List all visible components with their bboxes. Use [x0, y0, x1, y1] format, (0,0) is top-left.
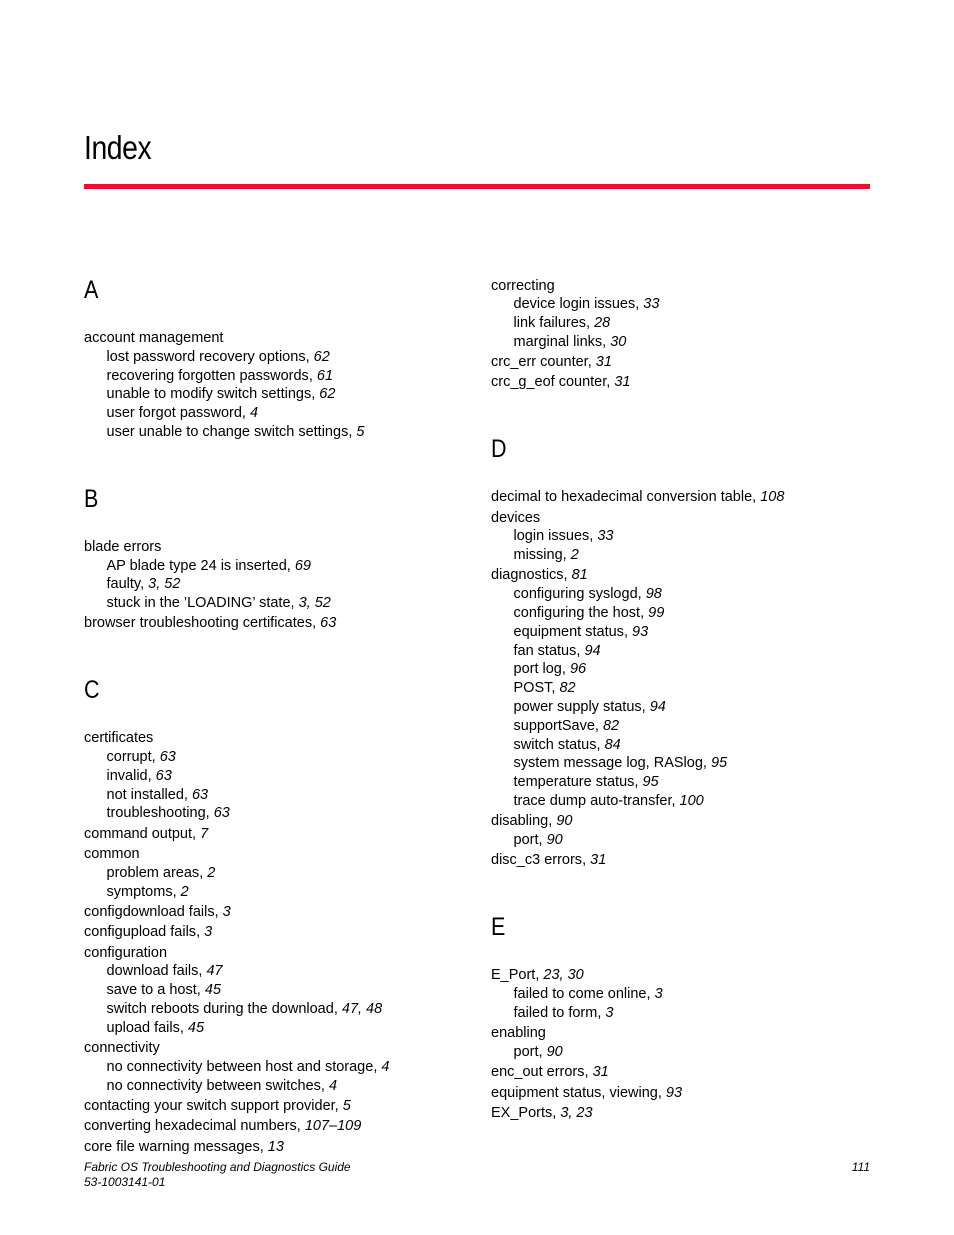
entry-term: unable to modify switch settings: [106, 386, 312, 403]
entry-separator: ,: [286, 557, 295, 574]
index-subentry: [491, 527, 881, 546]
entry-term: invalid: [106, 767, 148, 784]
index-subentry: [491, 1004, 881, 1023]
entry-page-ref[interactable]: 30: [610, 333, 627, 350]
index-subentry: [84, 1000, 474, 1019]
entry-separator: ,: [196, 924, 205, 941]
entry-term: EX_Ports: [491, 1104, 553, 1121]
index-entry: [84, 538, 474, 557]
entry-separator: ,: [587, 354, 596, 371]
entry-page-ref[interactable]: 7: [200, 825, 209, 842]
entry-term: command output: [84, 825, 193, 842]
index-subentry: [491, 985, 881, 1004]
entry-term: download fails: [106, 963, 199, 980]
entry-separator: ,: [296, 1118, 305, 1135]
entry-separator: ,: [602, 333, 611, 350]
entry-page-ref[interactable]: 31: [590, 852, 607, 869]
entry-term: switch status: [513, 736, 597, 753]
entry-page-ref[interactable]: 33: [597, 528, 614, 545]
entry-separator: ,: [290, 595, 299, 612]
index-subentry: [491, 717, 881, 736]
entry-separator: ,: [597, 1004, 606, 1021]
entry-page-ref[interactable]: 3: [222, 903, 231, 920]
entry-separator: ,: [205, 805, 214, 822]
entry-term: temperature status: [513, 774, 635, 791]
index-subentry: [491, 295, 881, 314]
index-subentry: [84, 594, 474, 613]
entry-separator: ,: [552, 1104, 561, 1121]
index-entry: [84, 1117, 474, 1136]
entry-term: missing: [513, 547, 563, 564]
entry-term: no connectivity between switches: [106, 1077, 321, 1094]
entry-term: trace dump auto-transfer: [513, 793, 672, 810]
index-entry: [84, 1097, 474, 1116]
entry-page-ref[interactable]: 63: [213, 805, 230, 822]
entry-page-ref[interactable]: 47, 48: [341, 1000, 383, 1017]
entry-term: fan status: [513, 642, 577, 659]
footer-page-number: 111: [851, 1160, 870, 1174]
entry-term: crc_g_eof counter: [491, 374, 607, 391]
entry-page-ref[interactable]: 90: [546, 832, 563, 849]
index-subentry: [84, 981, 474, 1000]
footer-doc-title: Fabric OS Troubleshooting and Diagnostics Guide: [84, 1160, 351, 1174]
entry-term: lost password recovery options: [106, 348, 306, 365]
index-subentry: [84, 864, 474, 883]
entry-page-ref[interactable]: 82: [602, 717, 620, 734]
section-letter: A: [84, 276, 99, 304]
index-entry: [491, 509, 881, 528]
entry-separator: ,: [305, 348, 314, 365]
entry-term: power supply status: [513, 699, 642, 716]
index-entry: [491, 1024, 881, 1043]
entry-page-ref[interactable]: 4: [249, 405, 259, 422]
entry-separator: ,: [584, 1064, 593, 1081]
entry-separator: ,: [538, 1043, 547, 1060]
entry-term: disc_c3 errors: [491, 852, 583, 869]
entry-term: disabling: [491, 813, 549, 830]
index-entry: [491, 488, 881, 507]
entry-separator: ,: [548, 813, 557, 830]
entry-term: port log: [513, 661, 562, 678]
entry-term: browser troubleshooting certificates: [84, 615, 313, 632]
entry-separator: ,: [576, 642, 585, 659]
entry-term: enc_out errors: [491, 1064, 585, 1081]
entry-page-ref[interactable]: 63: [320, 615, 337, 632]
entry-separator: ,: [199, 864, 208, 881]
index-section: [491, 277, 881, 393]
section-letter: E: [491, 913, 506, 942]
entry-term: account management: [84, 330, 224, 346]
entry-separator: ,: [241, 405, 250, 422]
index-entry: [84, 923, 474, 942]
entry-separator: ,: [561, 661, 570, 678]
entry-page-ref[interactable]: 3, 52: [298, 595, 331, 612]
entry-term: equipment status: [513, 623, 624, 640]
entry-term: recovering forgotten passwords: [106, 367, 309, 384]
index-subentry: [84, 557, 474, 576]
entry-term: link failures: [513, 315, 587, 332]
entry-separator: ,: [312, 615, 321, 632]
index-subentry: [84, 767, 474, 786]
entry-separator: ,: [637, 586, 646, 603]
index-subentry: [491, 314, 881, 333]
index-subentry: [491, 773, 881, 792]
entry-term: AP blade type 24 is inserted: [106, 557, 287, 574]
entry-term: correcting: [491, 277, 555, 294]
index-entry: [84, 1138, 474, 1157]
entry-term: common: [84, 846, 140, 863]
entry-term: blade errors: [84, 538, 162, 555]
entry-separator: ,: [308, 367, 317, 384]
index-subentry: [491, 604, 881, 623]
entry-page-ref[interactable]: 31: [595, 354, 612, 371]
entry-term: supportSave: [513, 717, 595, 734]
entry-separator: ,: [214, 903, 223, 920]
section-letter: C: [84, 676, 100, 705]
entry-separator: ,: [373, 1058, 382, 1075]
index-subentry: [84, 1019, 474, 1038]
entry-separator: ,: [657, 1084, 666, 1101]
entry-separator: ,: [634, 774, 643, 791]
entry-page-ref[interactable]: 45: [187, 1019, 205, 1036]
entry-term: configuring the host: [513, 605, 641, 622]
index-subentry: [84, 962, 474, 981]
entry-separator: ,: [198, 963, 207, 980]
entry-term: devices: [491, 509, 541, 526]
index-subentry: [84, 385, 474, 404]
index-section: [84, 275, 474, 442]
index-column-right: [491, 275, 881, 1165]
title-rule: [84, 184, 870, 189]
entry-term: converting hexadecimal numbers: [84, 1118, 297, 1135]
index-entry: [84, 729, 474, 748]
index-subentry: [491, 792, 881, 811]
index-subentry: [491, 679, 881, 698]
index-subentry: [84, 348, 474, 367]
entry-term: configdownload fails: [84, 903, 215, 920]
entry-term: configuration: [84, 944, 168, 961]
index-subentry: [491, 831, 881, 850]
index-subentry: [491, 642, 881, 661]
entry-page-ref[interactable]: 62: [319, 386, 336, 403]
index-entry: [491, 966, 881, 985]
entry-separator: ,: [635, 296, 644, 313]
entry-term: contacting your switch support provider: [84, 1097, 335, 1114]
entry-page-ref[interactable]: 100: [679, 793, 704, 810]
entry-separator: ,: [671, 793, 680, 810]
entry-page-ref[interactable]: 31: [592, 1064, 609, 1081]
index-section: [84, 675, 474, 1156]
index-subentry: [491, 1043, 881, 1062]
entry-term: core file warning messages: [84, 1138, 260, 1155]
entry-term: connectivity: [84, 1040, 160, 1057]
entry-page-ref[interactable]: 33: [643, 296, 660, 313]
entry-page-ref[interactable]: 3, 52: [148, 576, 181, 593]
index-subentry: [491, 546, 881, 565]
entry-term: diagnostics: [491, 567, 564, 584]
page-title: Index: [84, 129, 152, 166]
entry-term: certificates: [84, 730, 154, 747]
entry-page-ref[interactable]: 82: [559, 680, 576, 697]
entry-page-ref[interactable]: 81: [571, 567, 588, 584]
index-subentry: [84, 1077, 474, 1096]
entry-separator: ,: [606, 374, 615, 391]
entry-separator: ,: [752, 489, 761, 506]
entry-page-ref[interactable]: 69: [294, 557, 311, 574]
index-subentry: [84, 367, 474, 386]
entry-term: problem areas: [106, 864, 200, 881]
entry-separator: ,: [563, 567, 572, 584]
footer-document-info: [84, 1160, 351, 1190]
entry-term: save to a host: [106, 982, 197, 999]
index-entry: [491, 851, 881, 870]
entry-term: equipment status, viewing: [491, 1084, 658, 1101]
entry-term: decimal to hexadecimal conversion table: [491, 489, 753, 506]
index-subentry: [491, 698, 881, 717]
entry-term: no connectivity between host and storage: [106, 1058, 374, 1075]
entry-term: port: [513, 832, 539, 849]
entry-separator: ,: [172, 883, 181, 900]
index-entry: [84, 944, 474, 963]
entry-page-ref[interactable]: 95: [642, 774, 659, 791]
index-entry: [84, 903, 474, 922]
index-subentry: [84, 423, 474, 442]
entry-separator: ,: [334, 1097, 343, 1114]
index-subentry: [84, 575, 474, 594]
entry-term: system message log, RASlog: [513, 755, 703, 772]
entry-separator: ,: [320, 1077, 329, 1094]
entry-page-ref[interactable]: 90: [556, 813, 573, 830]
index-subentry: [491, 585, 881, 604]
entry-separator: ,: [140, 576, 149, 593]
entry-page-ref[interactable]: 94: [649, 699, 666, 716]
index-entry: [491, 277, 881, 296]
entry-separator: ,: [562, 547, 571, 564]
entry-page-ref[interactable]: 63: [159, 749, 176, 766]
section-letter: D: [491, 435, 507, 464]
entry-separator: ,: [586, 315, 595, 332]
entry-page-ref[interactable]: 98: [645, 586, 662, 603]
index-subentry: [491, 754, 881, 773]
entry-separator: ,: [333, 1000, 342, 1017]
entry-page-ref[interactable]: 62: [313, 348, 330, 365]
entry-page-ref[interactable]: 2: [570, 547, 579, 564]
index-entry: [491, 1084, 881, 1103]
entry-separator: ,: [594, 717, 603, 734]
entry-page-ref[interactable]: 84: [604, 736, 621, 753]
entry-term: switch reboots during the download: [106, 1000, 334, 1017]
entry-separator: ,: [535, 967, 544, 984]
index-column-left: [84, 275, 474, 1198]
entry-page-ref[interactable]: 93: [632, 623, 649, 640]
entry-term: marginal links: [513, 333, 603, 350]
entry-separator: ,: [192, 825, 201, 842]
entry-term: enabling: [491, 1025, 546, 1042]
index-section: [84, 484, 474, 633]
index-subentry: [84, 786, 474, 805]
entry-page-ref[interactable]: 96: [569, 661, 587, 678]
entry-page-ref[interactable]: 99: [648, 605, 665, 622]
entry-term: configupload fails: [84, 924, 197, 941]
entry-separator: ,: [183, 786, 192, 803]
entry-page-ref[interactable]: 5: [342, 1097, 351, 1114]
entry-term: device login issues: [513, 296, 636, 313]
entry-term: POST: [513, 680, 552, 697]
index-subentry: [491, 736, 881, 755]
index-subentry: [491, 623, 881, 642]
entry-term: E_Port: [491, 967, 536, 984]
index-subentry: [84, 748, 474, 767]
entry-term: not installed: [106, 786, 184, 803]
entry-separator: ,: [702, 755, 711, 772]
entry-page-ref[interactable]: 3, 23: [560, 1104, 593, 1121]
entry-separator: ,: [348, 423, 357, 440]
entry-separator: ,: [538, 832, 547, 849]
entry-term: stuck in the ’LOADING’ state: [106, 595, 291, 612]
index-entry: [491, 373, 881, 392]
index-entry: [491, 1063, 881, 1082]
entry-page-ref[interactable]: 45: [204, 982, 221, 999]
entry-page-ref[interactable]: 23, 30: [543, 967, 584, 984]
index-subentry: [84, 1058, 474, 1077]
index-entry: [84, 1039, 474, 1058]
entry-term: port: [513, 1043, 539, 1060]
entry-term: failed to form: [513, 1004, 598, 1021]
entry-page-ref[interactable]: 2: [207, 864, 216, 881]
index-section: [491, 434, 881, 870]
entry-page-ref[interactable]: 5: [356, 423, 365, 440]
entry-term: configuring syslogd: [513, 586, 638, 603]
entry-separator: ,: [589, 528, 598, 545]
entry-page-ref[interactable]: 94: [584, 642, 601, 659]
index-entry: [84, 329, 474, 348]
index-entry: [491, 812, 881, 831]
index-subentry: [84, 404, 474, 423]
entry-separator: ,: [640, 605, 649, 622]
entry-term: upload fails: [106, 1019, 180, 1036]
entry-page-ref[interactable]: 47: [206, 963, 223, 980]
entry-separator: ,: [641, 699, 650, 716]
entry-separator: ,: [551, 680, 560, 697]
entry-term: crc_err counter: [491, 354, 588, 371]
entry-separator: ,: [311, 386, 320, 403]
entry-separator: ,: [582, 852, 591, 869]
entry-separator: ,: [147, 767, 156, 784]
entry-term: user unable to change switch settings: [106, 423, 349, 440]
entry-page-ref[interactable]: 95: [710, 755, 728, 772]
entry-page-ref[interactable]: 31: [614, 374, 631, 391]
index-subentry: [491, 660, 881, 679]
entry-page-ref[interactable]: 28: [594, 315, 611, 332]
index-subentry: [491, 333, 881, 352]
entry-separator: ,: [179, 1019, 188, 1036]
section-letter: B: [84, 484, 99, 513]
entry-page-ref[interactable]: 63: [155, 767, 172, 784]
entry-term: symptoms: [106, 883, 173, 900]
entry-page-ref[interactable]: 108: [760, 489, 785, 506]
entry-page-ref[interactable]: 4: [328, 1077, 338, 1094]
entry-term: user forgot password: [106, 405, 242, 422]
entry-separator: ,: [646, 986, 655, 1003]
index-subentry: [84, 883, 474, 902]
entry-page-ref[interactable]: 3: [605, 1004, 614, 1021]
index-entry: [84, 825, 474, 844]
entry-term: faulty: [106, 576, 141, 593]
entry-separator: ,: [259, 1138, 268, 1155]
entry-separator: ,: [596, 736, 605, 753]
index-entry: [491, 1104, 881, 1123]
entry-term: login issues: [513, 528, 590, 545]
entry-page-ref[interactable]: 2: [180, 883, 189, 900]
entry-page-ref[interactable]: 3: [654, 986, 663, 1003]
index-entry: [84, 614, 474, 633]
entry-page-ref[interactable]: 13: [267, 1138, 284, 1155]
index-subentry: [84, 804, 474, 823]
entry-separator: ,: [151, 749, 160, 766]
entry-term: corrupt: [106, 749, 152, 766]
entry-page-ref[interactable]: 107–109: [304, 1118, 362, 1135]
entry-page-ref[interactable]: 4: [381, 1058, 390, 1075]
entry-page-ref[interactable]: 93: [665, 1084, 683, 1101]
index-entry: [491, 566, 881, 585]
entry-term: failed to come online: [513, 986, 647, 1003]
footer-doc-number: 53-1003141-01: [84, 1175, 166, 1189]
index-entry: [491, 353, 881, 372]
index-section: [491, 912, 881, 1122]
entry-page-ref[interactable]: 90: [546, 1043, 563, 1060]
entry-separator: ,: [196, 982, 205, 999]
entry-page-ref[interactable]: 3: [204, 924, 213, 941]
entry-page-ref[interactable]: 61: [316, 367, 334, 384]
entry-separator: ,: [623, 623, 632, 640]
entry-page-ref[interactable]: 63: [191, 786, 209, 803]
index-entry: [84, 845, 474, 864]
entry-term: troubleshooting: [106, 805, 206, 822]
